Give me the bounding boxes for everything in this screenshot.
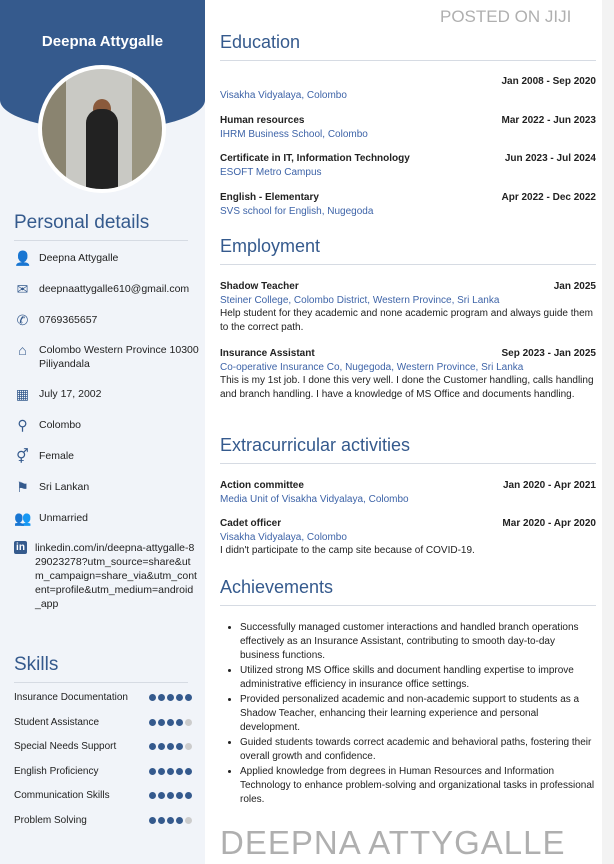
- achievement-item: • Provided personalized academic and non-academic support to students as a Shadow Teacher, enhancing their learning experience and personal development.: [240, 693, 595, 735]
- rating-dot: [176, 743, 183, 750]
- personal-detail-text: 0769365657: [39, 314, 98, 326]
- personal-detail-item: [14, 449, 199, 463]
- education-entry: [220, 114, 596, 141]
- personal-detail-item: [14, 387, 199, 401]
- entry-date: Jan 2020 - Apr 2021: [502, 480, 596, 491]
- entry-title: Action committee: [220, 480, 304, 491]
- rating-dot: [185, 792, 192, 799]
- rating-dot: [158, 792, 165, 799]
- skill-rating: [149, 768, 192, 775]
- entry-date: Apr 2022 - Dec 2022: [501, 192, 596, 203]
- rating-dot: [158, 719, 165, 726]
- entry-description: Help student for they academic and none academic program and always guide them to the correct path.: [220, 308, 593, 333]
- rating-dot: [167, 719, 174, 726]
- entry-title: Cadet officer: [220, 518, 282, 529]
- entry-header: [220, 517, 596, 531]
- entry-title: Human resources: [220, 115, 305, 126]
- rating-dot: [167, 817, 174, 824]
- skills-heading: Skills: [14, 654, 188, 683]
- rating-dot: [176, 694, 183, 701]
- rating-dot: [158, 743, 165, 750]
- skill-name: Communication Skills: [14, 790, 110, 801]
- skill-name: Insurance Documentation: [14, 692, 128, 703]
- rating-dot: [149, 743, 156, 750]
- entry-header: [220, 280, 596, 294]
- entry-header: [220, 152, 596, 166]
- skill-rating: [149, 817, 192, 824]
- skill-rating: [149, 719, 192, 726]
- rating-dot: [176, 792, 183, 799]
- photo-image: [42, 69, 162, 189]
- skill-item: [14, 766, 192, 777]
- rating-dot: [167, 792, 174, 799]
- personal-detail-item: [14, 480, 199, 494]
- entry-description: This is my 1st job. I done this very well. I done the Customer handling, calls handling and branch handling. I have a knowledge of MS Office and documents handling.: [220, 375, 594, 400]
- gender-icon: ⚥: [16, 448, 29, 464]
- skill-item: [14, 815, 192, 826]
- rating-dot: [158, 694, 165, 701]
- phone-icon: ✆: [16, 312, 29, 328]
- personal-detail-item: [14, 343, 199, 371]
- photo-person: [86, 109, 118, 189]
- rating-dot: [185, 694, 192, 701]
- entry-header: [220, 114, 596, 128]
- profile-photo: [38, 65, 166, 193]
- rating-dot: [176, 719, 183, 726]
- achievement-item: • Guided students towards correct academic and behavioral paths, fostering their overall growth and confidence.: [240, 736, 595, 764]
- personal-details-heading: Personal details: [14, 212, 188, 241]
- user-icon: 👤: [14, 250, 32, 266]
- rating-dot: [176, 817, 183, 824]
- rating-dot: [167, 694, 174, 701]
- personal-detail-text: Unmarried: [39, 512, 89, 524]
- skill-item: [14, 741, 192, 752]
- entry-description: I didn't participate to the camp site because of COVID-19.: [220, 545, 475, 556]
- employment-entry: [220, 347, 596, 401]
- entry-date: Mar 2022 - Jun 2023: [501, 115, 596, 126]
- entry-organization: Co-operative Insurance Co, Nugegoda, Western Province, Sri Lanka: [220, 361, 524, 373]
- skill-name: Special Needs Support: [14, 741, 117, 752]
- entry-title: Shadow Teacher: [220, 281, 299, 292]
- skill-rating: [149, 743, 192, 750]
- extracurricular-entry: [220, 517, 596, 558]
- entry-organization: Media Unit of Visakha Vidyalaya, Colombo: [220, 493, 409, 505]
- entry-header: [220, 479, 596, 493]
- page-edge: [602, 0, 614, 864]
- personal-detail-text: deepnaattygalle610@gmail.com: [39, 283, 190, 295]
- users-icon: 👥: [14, 510, 32, 526]
- calendar-icon: ▦: [15, 386, 30, 402]
- skill-item: [14, 790, 192, 801]
- achievement-item: • Applied knowledge from degrees in Human Resources and Information Technology to enhance problem-solving and organizational tasks in professional roles.: [240, 765, 595, 807]
- achievement-item: • Successfully managed customer interactions and handled branch operations effectively as an Insurance Assistant, contributing to smooth day-to-day business functions.: [240, 621, 595, 663]
- entry-date: Sep 2023 - Jan 2025: [501, 348, 596, 359]
- personal-detail-item: [14, 541, 199, 611]
- entry-date: Jan 2008 - Sep 2020: [501, 76, 596, 87]
- flag-icon: ⚑: [16, 479, 29, 495]
- entry-date: Jan 2025: [553, 281, 596, 292]
- education-entry: [220, 191, 596, 218]
- extracurricular-heading: Extracurricular activities: [220, 435, 596, 464]
- entry-title: Certificate in IT, Information Technology: [220, 153, 410, 164]
- personal-detail-text: linkedin.com/in/deepna-attygalle-829023278?utm_source=share&utm_campaign=share_via&utm_content=profile&utm_medium=android_app: [35, 542, 197, 610]
- entry-title: English - Elementary: [220, 192, 319, 203]
- entry-organization: SVS school for English, Nugegoda: [220, 205, 374, 217]
- linkedin-icon: in: [14, 541, 27, 554]
- personal-detail-item: [14, 251, 199, 265]
- personal-detail-item: [14, 313, 199, 327]
- entry-organization: Steiner College, Colombo District, Western Province, Sri Lanka: [220, 294, 500, 306]
- home-icon: ⌂: [18, 342, 27, 358]
- rating-dot: [185, 768, 192, 775]
- personal-detail-text: July 17, 2002: [39, 388, 102, 400]
- extracurricular-entry: [220, 479, 596, 506]
- employment-entry: [220, 280, 596, 334]
- personal-detail-item: [14, 418, 199, 432]
- entry-organization: Visakha Vidyalaya, Colombo: [220, 531, 347, 543]
- skill-rating: [149, 792, 192, 799]
- education-entry: [220, 152, 596, 179]
- entry-header: [220, 75, 596, 89]
- education-heading: Education: [220, 32, 596, 61]
- rating-dot: [185, 743, 192, 750]
- achievement-item: • Utilized strong MS Office skills and document handling expertise to improve administrative efficiency in insurance office settings.: [240, 664, 595, 692]
- skill-item: [14, 692, 192, 703]
- skill-name: English Proficiency: [14, 765, 99, 777]
- rating-dot: [149, 719, 156, 726]
- skill-item: [14, 717, 192, 728]
- rating-dot: [158, 817, 165, 824]
- rating-dot: [167, 743, 174, 750]
- personal-detail-item: [14, 282, 199, 296]
- entry-header: [220, 347, 596, 361]
- personal-detail-text: Colombo: [39, 419, 82, 431]
- entry-date: Mar 2020 - Apr 2020: [502, 518, 596, 529]
- education-entry: [220, 75, 596, 102]
- personal-detail-text: Colombo Western Province 10300 Piliyandala: [39, 344, 199, 370]
- skill-name: Problem Solving: [14, 814, 87, 826]
- rating-dot: [185, 817, 192, 824]
- rating-dot: [149, 817, 156, 824]
- personal-detail-text: Female: [39, 450, 75, 462]
- entry-header: [220, 191, 596, 205]
- employment-heading: Employment: [220, 236, 596, 265]
- skill-rating: [149, 694, 192, 701]
- entry-organization: Visakha Vidyalaya, Colombo: [220, 89, 347, 101]
- rating-dot: [158, 768, 165, 775]
- skill-name: Student Assistance: [14, 716, 100, 728]
- entry-organization: ESOFT Metro Campus: [220, 166, 322, 178]
- rating-dot: [149, 768, 156, 775]
- rating-dot: [176, 768, 183, 775]
- entry-organization: IHRM Business School, Colombo: [220, 128, 368, 140]
- personal-detail-item: [14, 511, 199, 525]
- email-icon: ✉: [16, 281, 29, 297]
- achievements-heading: Achievements: [220, 577, 596, 606]
- location-icon: ⚲: [17, 417, 28, 433]
- entry-title: Insurance Assistant: [220, 348, 315, 359]
- achievements-list: [240, 621, 595, 808]
- entry-date: Jun 2023 - Jul 2024: [504, 153, 596, 164]
- candidate-name: Deepna Attygalle: [41, 33, 164, 50]
- rating-dot: [149, 694, 156, 701]
- rating-dot: [185, 719, 192, 726]
- personal-detail-text: Sri Lankan: [39, 481, 90, 493]
- watermark-posted: POSTED ON JIJI: [440, 7, 572, 26]
- rating-dot: [167, 768, 174, 775]
- watermark-name: DEEPNA ATTYGALLE: [220, 824, 566, 861]
- personal-detail-text: Deepna Attygalle: [39, 252, 119, 264]
- rating-dot: [149, 792, 156, 799]
